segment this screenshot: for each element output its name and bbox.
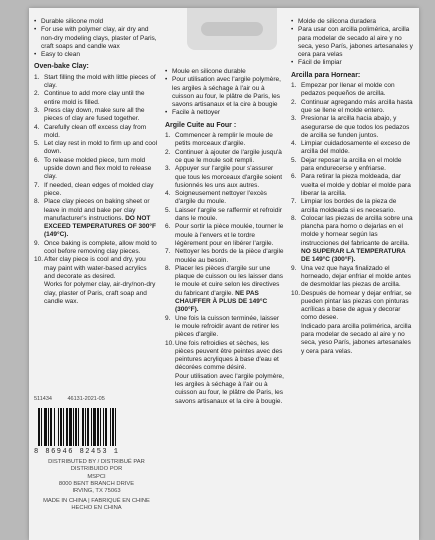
barcode-number: 8 86946 82453 1 [34, 448, 120, 456]
french-instructions [165, 68, 285, 406]
barcode-bar [41, 408, 42, 446]
product-code-a: 511434 [34, 396, 52, 402]
barcode-bar [93, 408, 96, 446]
step-text: Once baking is complete, allow mold to cool before removing clay pieces. [44, 239, 157, 256]
barcode-bar [82, 408, 84, 446]
feature-list [165, 68, 285, 118]
feature-item: • Molde de silicona duradera [291, 18, 415, 26]
feature-item: • Easy to clean [34, 51, 159, 59]
barcode-graphic [34, 408, 159, 448]
english-instructions [34, 18, 159, 306]
feature-item: • Fácil de limpiar [291, 59, 415, 67]
step-number: 1. [34, 73, 40, 81]
feature-item: • Durable silicone mold [34, 18, 159, 26]
step-number: 1. [291, 82, 297, 90]
step-number: 3. [291, 115, 297, 123]
step-text: Appuyer sur l'argile pour s'assurer que tous les morceaux d'argile soient fusionnés les uns aux autres. [175, 165, 283, 189]
step-number: 2. [34, 90, 40, 98]
step-number: 5. [34, 140, 40, 148]
step-text: Une fois refroidies et sèches, les pièces peuvent être peintes avec des peintures acryliques à base d'eau et décorées comme désiré. [175, 339, 283, 372]
step-item [34, 74, 159, 91]
section-heading: Argile Cuite au Four : [165, 121, 237, 129]
step-item [34, 198, 159, 239]
step-number: 6. [34, 156, 40, 164]
step-number: 2. [291, 98, 297, 106]
step-item [291, 82, 415, 99]
step-item [291, 99, 415, 116]
step-item [34, 140, 159, 157]
feature-item: • Para usar con arcilla polimérica, arcilla para modelar de secado al aire y no seca, yeso París, jabones artesanales y cera para velas [291, 26, 415, 59]
barcode-bar [38, 408, 40, 446]
step-number: 7. [165, 248, 171, 256]
step-text: Let clay rest in mold to firm up and cool down. [44, 140, 158, 156]
barcode-bar [100, 408, 101, 446]
step-note [291, 323, 415, 356]
distributor-info [34, 459, 159, 495]
step-item [34, 256, 159, 281]
step-item [34, 90, 159, 107]
barcode-bar [69, 408, 72, 446]
step-text: Laisser l'argile se raffermir et refroidir dans le moule. [175, 206, 282, 223]
step-text: Limpiar los bordes de la pieza de arcilla moldeada si es necesario. [301, 198, 397, 214]
step-item [165, 149, 285, 166]
step-item [291, 198, 415, 215]
product-codes [34, 396, 159, 402]
barcode-bar [54, 408, 55, 446]
distributor-line: IRVING, TX 75063 [72, 488, 121, 495]
step-number: 10. [291, 289, 301, 297]
step-number: 7. [291, 198, 297, 206]
barcode-bar [66, 408, 68, 446]
step-number: 3. [165, 165, 171, 173]
made-in-line: MADE IN CHINA | FABRIQUÉ EN CHINE [43, 498, 150, 504]
step-text: Limpiar cuidadosamente el exceso de arcilla del molde. [301, 140, 411, 156]
step-text: Presionar la arcilla hacia abajo, y asegurarse de que todos los pedazos de arcilla se funden juntos. [301, 115, 410, 139]
feature-list [34, 18, 159, 59]
step-text: To release molded piece, turn mold upside down and flex mold to release clay. [44, 156, 152, 181]
barcode-bar [60, 408, 62, 446]
step-item [291, 290, 415, 323]
barcode-bar [91, 408, 92, 446]
distributor-line: MSPCI [87, 473, 106, 480]
barcode-bar [75, 408, 77, 446]
step-item [34, 157, 159, 182]
hang-hole [201, 22, 263, 36]
step-number: 4. [34, 123, 40, 131]
barcode-bar [110, 408, 111, 446]
step-text: Commencer à remplir le moule de petits morceaux d'argile. [175, 132, 273, 148]
step-number: 3. [34, 106, 40, 114]
temperature-warning: NO SUPERAR LA TEMPERATURA DE 149°C (300°F). [301, 248, 406, 264]
feature-item: • Facile à nettoyer [165, 109, 285, 117]
step-note-text: Indicado para arcilla polimérica, arcilla para modelar de secado al aire y no seca, yeso París, jabones artesanales y cera para velas. [301, 322, 412, 355]
step-item [291, 173, 415, 198]
step-note [165, 373, 285, 406]
step-text: Para retirar la pieza moldeada, dar vuelta el molde y doblar el molde para liberar la arcilla. [301, 173, 411, 197]
step-number: 10. [34, 256, 44, 264]
step-number: 8. [291, 214, 297, 222]
temperature-warning: DO NOT EXCEED TEMPERATURES OF 300°F (149°C). [44, 214, 156, 239]
barcode-bar [85, 408, 86, 446]
step-text: If needed, clean edges of molded clay piece. [44, 181, 154, 197]
step-number: 5. [291, 156, 297, 164]
step-list [291, 82, 415, 356]
step-number: 1. [165, 132, 171, 140]
step-item [165, 190, 285, 207]
barcode-bar [105, 408, 107, 446]
barcode-bar [97, 408, 99, 446]
barcode [34, 408, 159, 448]
step-text: Press clay down, make sure all the pieces of clay are fused together. [44, 106, 145, 123]
step-number: 9. [165, 314, 171, 322]
step-number: 7. [34, 181, 40, 189]
step-number: 5. [165, 206, 171, 214]
step-item [165, 248, 285, 265]
step-text: Continuar agregando más arcilla hasta que se llene el molde entero. [301, 98, 413, 114]
feature-item: • Pour utilisation avec l'argile polymère, les argiles à séchage à l'air ou à cuisson au four, le plâtre de Paris, les savons artisanaux et la cire à bougie [165, 76, 285, 109]
step-note [34, 281, 159, 306]
barcode-bar [87, 408, 89, 446]
step-text: Después de hornear y dejar enfriar, se pueden pintar las piezas con pinturas acrílicas a base de agua y decorar como desee. [301, 289, 412, 322]
step-text: Start filling the mold with little pieces of clay. [44, 73, 156, 90]
distributor-line: DISTRIBUIDO POR [70, 466, 123, 473]
step-item [165, 207, 285, 224]
step-number: 8. [34, 198, 40, 206]
barcode-bar [73, 408, 74, 446]
step-list [165, 132, 285, 406]
step-text: Empezar por llenar el molde con pedazos pequeños de arcilla. [301, 82, 395, 98]
barcode-bar [78, 408, 79, 446]
step-text: Una vez que haya finalizado el horneado, dejar enfriar el molde antes de desmoldar las piezas de arcilla. [301, 264, 411, 289]
step-item [34, 240, 159, 257]
step-item [165, 223, 285, 248]
barcode-bar [112, 408, 114, 446]
step-text: Nettoyer les bords de la pièce d'argile moulée au besoin. [175, 248, 284, 264]
section-heading: Arcilla para Hornear: [291, 71, 361, 79]
feature-list [291, 18, 415, 68]
product-code-b: 46131-2021-05 [67, 396, 105, 402]
step-item [291, 140, 415, 157]
section-heading: Oven-bake Clay: [34, 63, 89, 71]
barcode-bar [44, 408, 47, 446]
step-text: Continuer à ajouter de l'argile jusqu'à ce que le moule soit rempli. [175, 148, 282, 164]
barcode-bar [58, 408, 59, 446]
hang-tab [187, 8, 277, 50]
step-number: 2. [165, 148, 171, 156]
step-text: Continue to add more clay until the entire mold is filled. [44, 90, 145, 106]
step-text: Pour sortir la pièce moulée, tourner le moule à l'envers et le tordre légèrement pour en libérer l'argile. [175, 223, 284, 247]
distributor-line: DISTRIBUTED BY / DISTRIBUÉ PAR [48, 459, 145, 465]
spanish-instructions [291, 18, 415, 356]
step-text: Placer les pièces d'argile sur une plaque de cuisson ou les laisser dans le moule et cuire selon les directives du fabricant d'argile. [175, 264, 284, 297]
packaging-card [29, 8, 419, 540]
step-item [291, 157, 415, 174]
barcode-bar [63, 408, 64, 446]
step-note-text: Works for polymer clay, air-dry/non-dry clay, plaster of Paris, craft soap and candle wax. [44, 281, 156, 305]
step-text: Soigneusement nettoyer l'excès d'argile du moule. [175, 190, 267, 206]
step-item [165, 265, 285, 315]
made-in-line: HECHO EN CHINA [71, 505, 122, 512]
step-text: Une fois la cuisson terminée, laisser le moule refroidir avant de retirer les pièces d'argile. [175, 314, 280, 339]
step-item [165, 315, 285, 340]
temperature-warning: NE PAS CHAUFFER À PLUS DE 149°C (300°F). [175, 289, 268, 314]
step-number: 4. [165, 190, 171, 198]
made-in [34, 498, 159, 513]
step-text: Carefully clean off excess clay from mold. [44, 123, 147, 139]
step-item [34, 107, 159, 124]
step-item [165, 340, 285, 373]
step-list [34, 74, 159, 306]
step-text: Place clay pieces on baking sheet or leave in mold and bake per clay manufacturer's instructions. [44, 198, 150, 222]
barcode-bar [103, 408, 104, 446]
step-item [291, 265, 415, 290]
barcode-bar [48, 408, 49, 446]
step-number: 6. [165, 223, 171, 231]
step-number: 9. [34, 239, 40, 247]
barcode-bar [115, 408, 116, 446]
step-number: 4. [291, 140, 297, 148]
step-item [165, 165, 285, 190]
step-item [165, 132, 285, 149]
step-item [34, 124, 159, 141]
step-text: Colocar las piezas de arcilla sobre una plancha para horno o dejarlas en el molde y hornear según las instrucciones del fabricante de arcilla. [301, 214, 413, 247]
step-number: 8. [165, 264, 171, 272]
step-note-text: Pour utilisation avec l'argile polymère, les argiles à séchage à l'air ou à cuisson au four, le plâtre de Paris, les savons artisanaux et la cire à bougie. [175, 372, 284, 405]
step-number: 6. [291, 173, 297, 181]
barcode-bar [50, 408, 52, 446]
step-item [291, 215, 415, 265]
distributor-line: 8000 BENT BRANCH DRIVE [58, 480, 135, 487]
step-text: Dejar reposar la arcilla en el molde para endurecerse y enfriarse. [301, 156, 402, 173]
step-number: 9. [291, 264, 297, 272]
step-number: 10. [165, 339, 175, 347]
feature-item: • Moule en silicone durable [165, 68, 285, 76]
step-item [34, 182, 159, 199]
feature-item: • For use with polymer clay, air dry and non-dry modeling clays, plaster of Paris, craft soaps and candle wax [34, 26, 159, 51]
step-item [291, 115, 415, 140]
step-text: After clay piece is cool and dry, you may paint with water-based acrylics and decorate as desired. [44, 256, 147, 280]
